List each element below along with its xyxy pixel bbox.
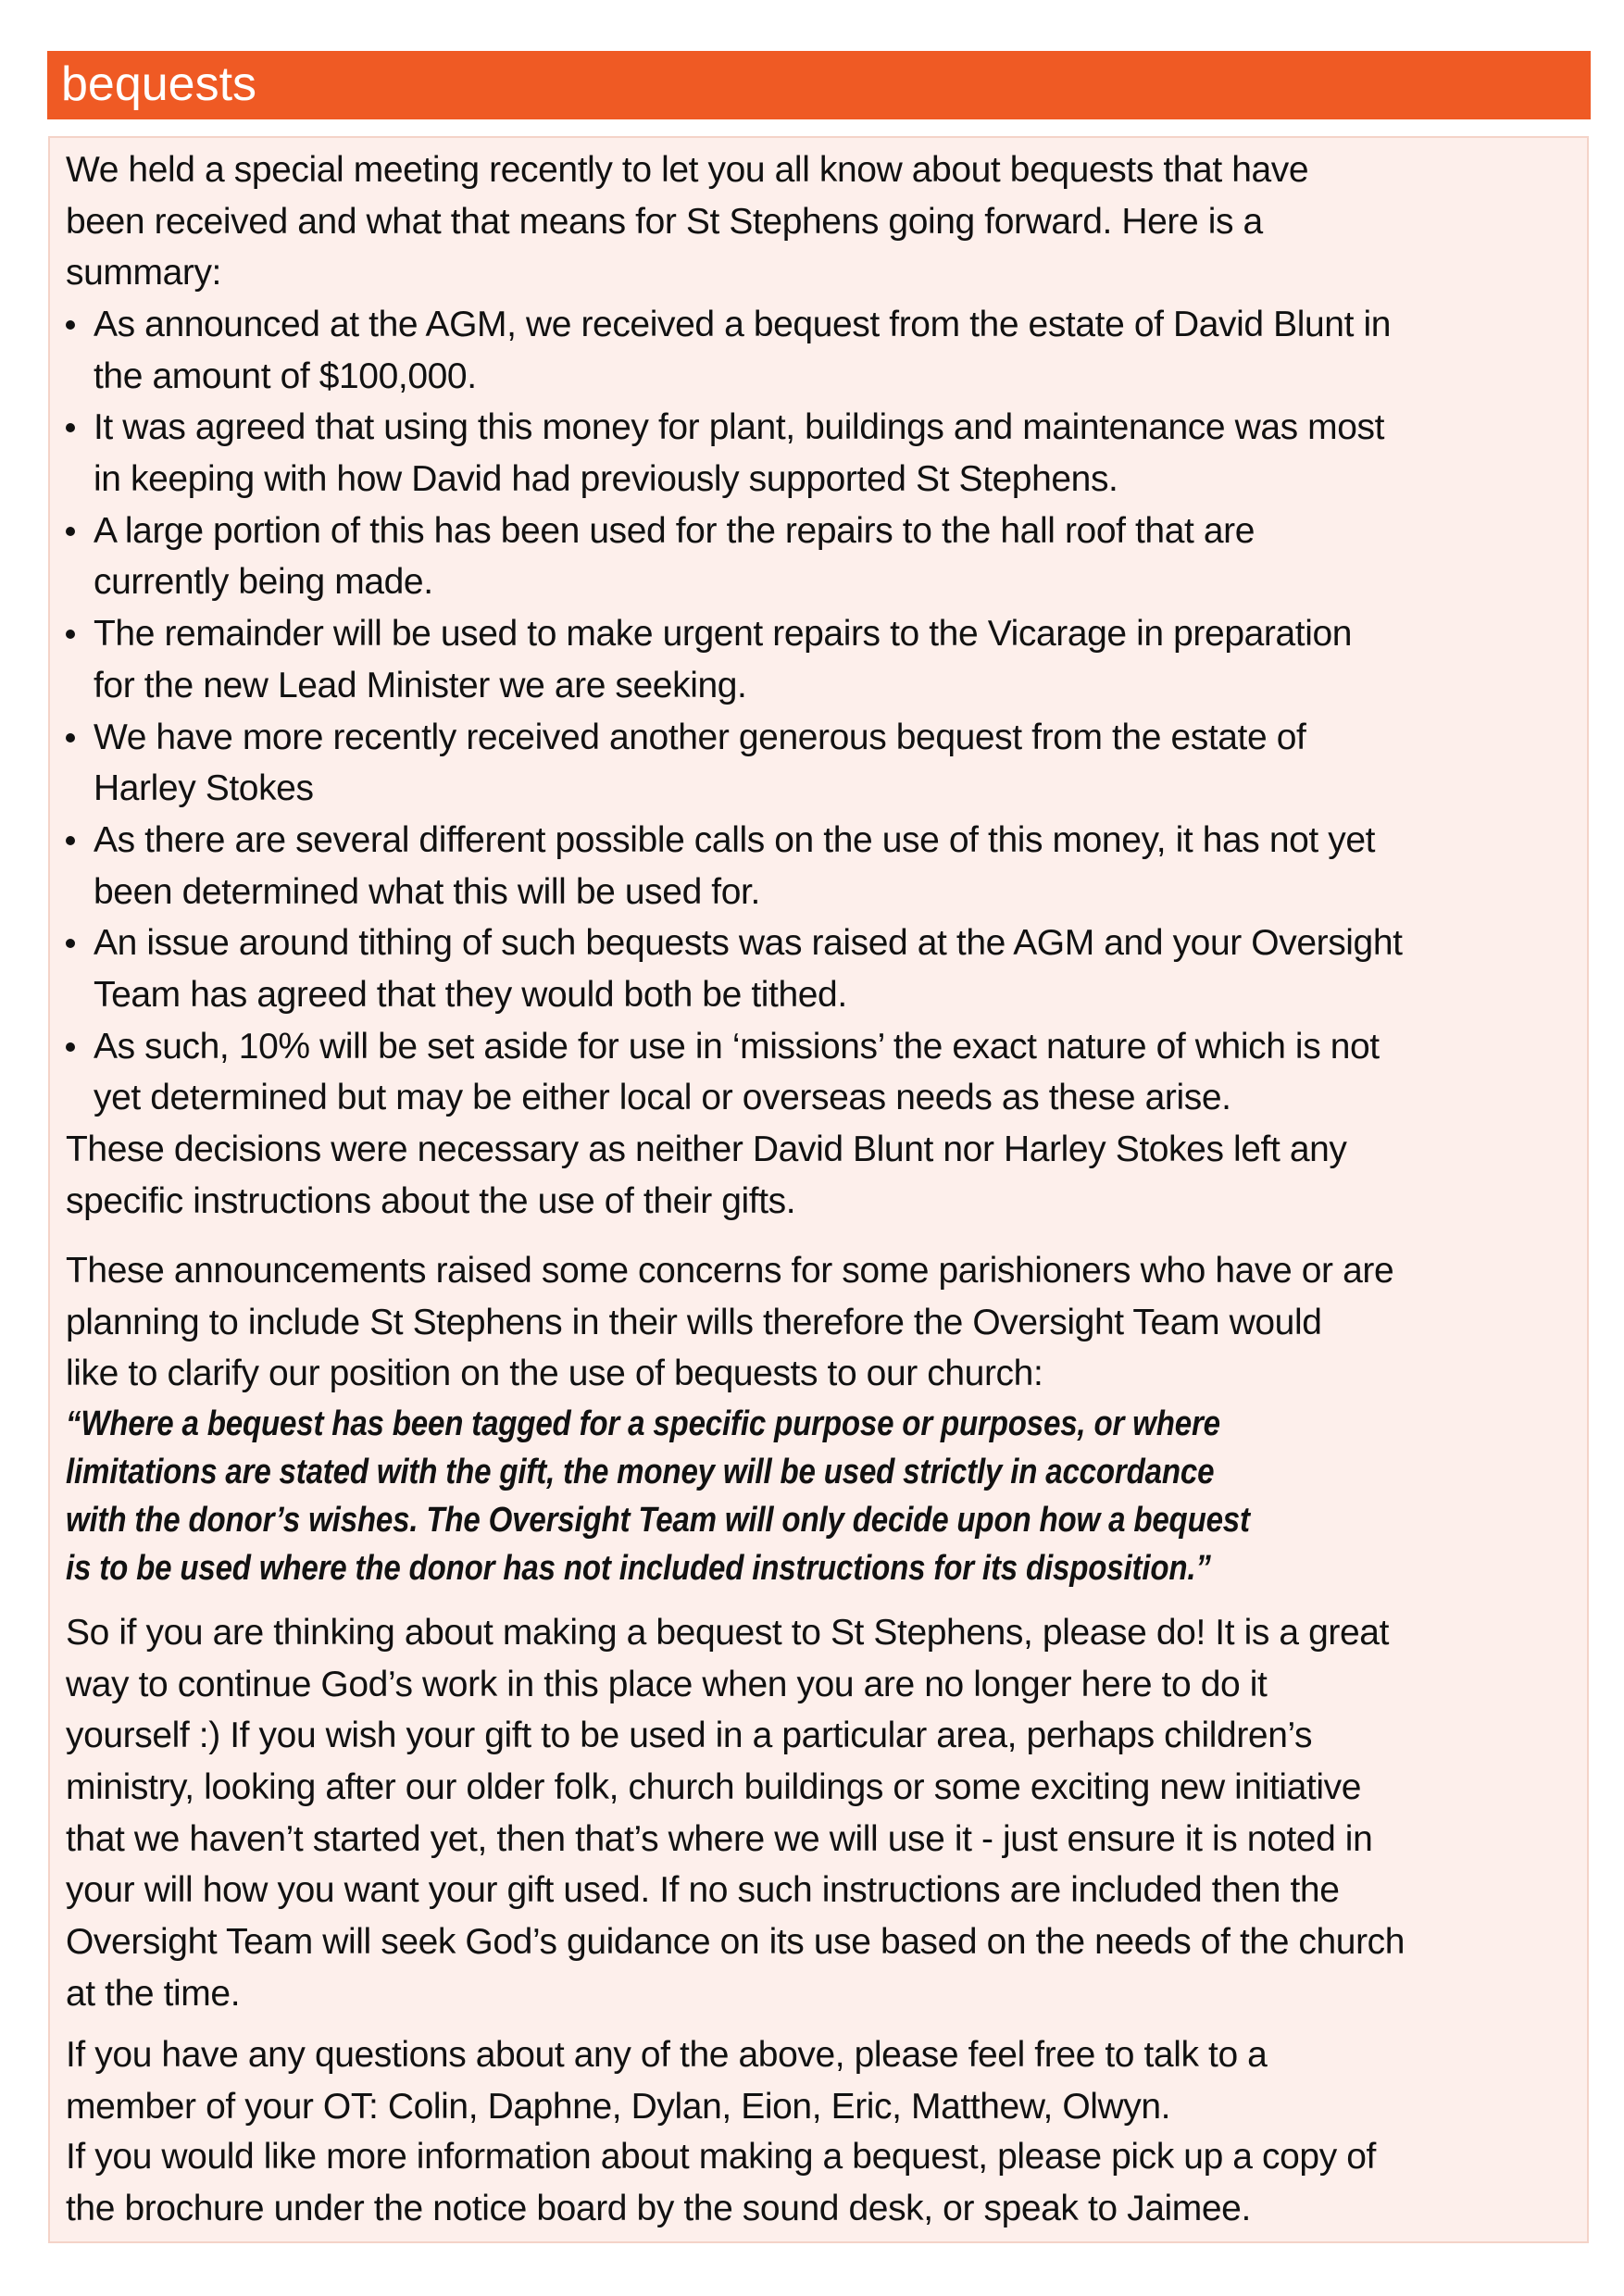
text-line: As there are several different possible calls on the use of this money, it has not yet — [94, 819, 1376, 860]
text-line: If you would like more information about making a bequest, please pick up a copy of — [66, 2137, 1376, 2177]
bullet-icon — [66, 939, 75, 948]
text-line: A large portion of this has been used for the repairs to the hall roof that are — [94, 510, 1255, 551]
text-line: If you have any questions about any of the above, please feel free to talk to a — [66, 2035, 1268, 2075]
text-line: your will how you want your gift used. If no such instructions are included then the — [66, 1870, 1340, 1911]
bullet-icon — [66, 527, 75, 536]
list-item — [66, 917, 1593, 1020]
text-line: been determined what this will be used for. — [94, 871, 760, 912]
text-line: that we haven’t started yet, then that’s where we will use it - just ensure it is noted in — [66, 1818, 1373, 1859]
section-title: bequests — [61, 57, 257, 111]
text-line: is to be used where the donor has not included instructions for its disposition.” — [66, 1549, 1211, 1588]
list-item — [66, 402, 1593, 505]
bullet-icon — [66, 320, 75, 330]
text-line: An issue around tithing of such bequests was raised at the AGM and your Oversight — [94, 923, 1403, 964]
text-line: So if you are thinking about making a bequest to St Stephens, please do! It is a great — [66, 1613, 1390, 1653]
bullet-icon — [66, 423, 75, 432]
text-line: been received and what that means for St Stephens going forward. Here is a — [66, 201, 1263, 242]
section-header — [47, 51, 1591, 119]
encouragement-paragraph — [66, 1607, 1593, 2020]
list-item — [66, 505, 1593, 608]
text-line: These decisions were necessary as neither David Blunt nor Harley Stokes left any — [66, 1129, 1347, 1169]
text-line: member of your OT: Colin, Daphne, Dylan, Eion, Eric, Matthew, Olwyn. — [66, 2086, 1171, 2127]
text-line: “Where a bequest has been tagged for a specific purpose or purposes, or where — [66, 1404, 1220, 1443]
text-line: yet determined but may be either local or overseas needs as these arise. — [94, 1078, 1231, 1118]
text-line: Team has agreed that they would both be tithed. — [94, 974, 847, 1015]
text-line: the brochure under the notice board by the sound desk, or speak to Jaimee. — [66, 2188, 1251, 2228]
concerns-paragraph — [66, 1245, 1593, 1400]
intro-paragraph — [66, 144, 1593, 299]
text-line: in keeping with how David had previously supported St Stephens. — [94, 459, 1118, 500]
text-line: limitations are stated with the gift, the money will be used strictly in accordance — [66, 1453, 1215, 1491]
text-line: Oversight Team will seek God’s guidance on its use based on the needs of the church — [66, 1922, 1405, 1963]
policy-quote — [66, 1400, 1593, 1592]
bullet-icon — [66, 733, 75, 742]
text-line: It was agreed that using this money for plant, buildings and maintenance was most — [94, 407, 1385, 448]
text-line: currently being made. — [94, 562, 433, 603]
bullet-icon — [66, 836, 75, 845]
decisions-paragraph — [66, 1124, 1593, 1227]
text-line: As announced at the AGM, we received a bequest from the estate of David Blunt in — [94, 305, 1392, 344]
text-line: As such, 10% will be set aside for use in ‘missions’ the exact nature of which is not — [94, 1026, 1380, 1067]
bullet-icon — [66, 630, 75, 639]
summary-list — [66, 299, 1593, 1124]
list-item — [66, 712, 1593, 815]
text-line: the amount of $100,000. — [94, 356, 477, 396]
text-line: ministry, looking after our older folk, church buildings or some exciting new initiative — [66, 1767, 1362, 1808]
text-line: These announcements raised some concerns for some parishioners who have or are — [66, 1251, 1394, 1291]
list-item — [66, 1021, 1593, 1124]
questions-paragraph — [66, 2029, 1593, 2132]
text-line: like to clarify our position on the use of bequests to our church: — [66, 1354, 1043, 1394]
bullet-icon — [66, 1042, 75, 1052]
more-info-paragraph — [66, 2131, 1593, 2234]
text-line: We held a special meeting recently to let you all know about bequests that have — [66, 150, 1309, 190]
text-line: for the new Lead Minister we are seeking. — [94, 665, 747, 705]
text-line: way to continue God’s work in this place when you are no longer here to do it — [66, 1664, 1268, 1704]
list-item — [66, 608, 1593, 711]
text-line: at the time. — [66, 1973, 241, 2014]
text-line: planning to include St Stephens in their wills therefore the Oversight Team would — [66, 1302, 1322, 1342]
text-line: Harley Stokes — [94, 768, 314, 809]
text-line: specific instructions about the use of their gifts. — [66, 1180, 796, 1221]
list-item — [66, 815, 1593, 917]
text-line: with the donor’s wishes. The Oversight Team will only decide upon how a bequest — [66, 1501, 1250, 1540]
list-item — [66, 299, 1593, 402]
text-line: yourself :) If you wish your gift to be used in a particular area, perhaps children’s — [66, 1716, 1313, 1756]
text-line: summary: — [66, 253, 221, 293]
text-line: We have more recently received another generous bequest from the estate of — [94, 717, 1306, 757]
text-line: The remainder will be used to make urgent repairs to the Vicarage in preparation — [94, 614, 1353, 655]
